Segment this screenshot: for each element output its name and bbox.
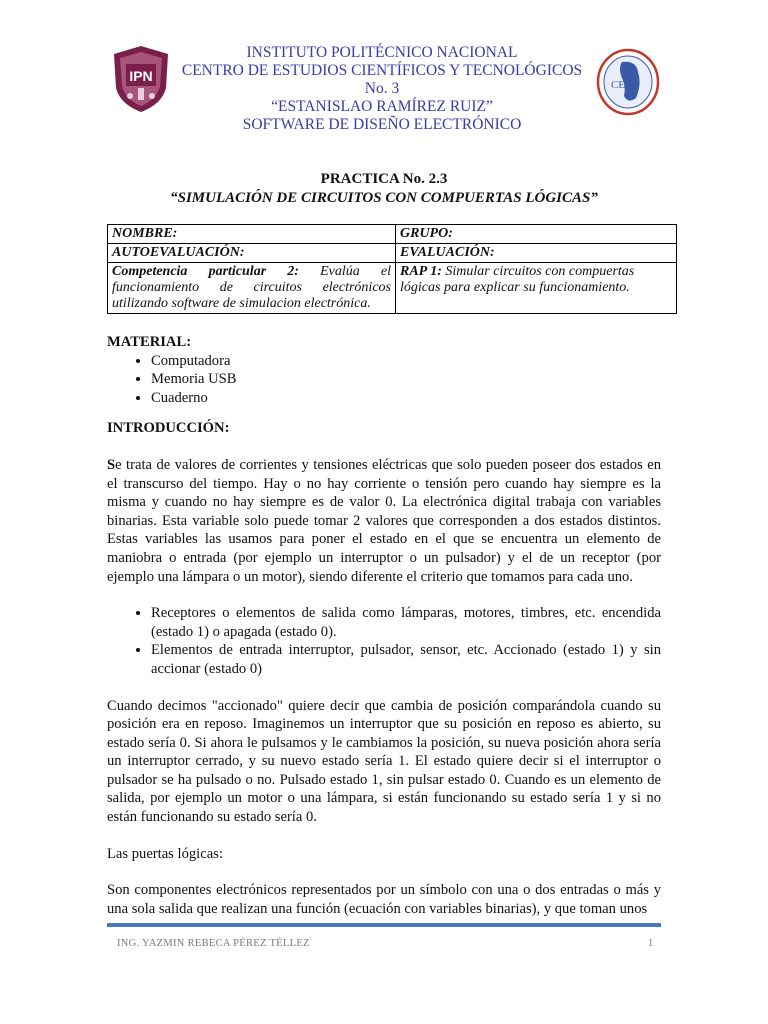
- autoevaluacion-label: AUTOEVALUACIÓN:: [112, 245, 245, 260]
- competencia-text: Evalúa el funcionamiento de circuitos electrónicos utilizando software de simulacion electrónica.: [112, 264, 391, 311]
- cecyt-logo: [596, 48, 660, 116]
- header-line-school-name: “ESTANISLAO RAMÍREZ RUIZ”: [271, 98, 493, 115]
- drop-letter: S: [107, 456, 116, 473]
- intro-paragraph-2: Cuando decimos "accionado" quiere decir que cambia de posición comparándola cuando su posición era en reposo. Imaginemos un interruptor que su posición en reposo es abierto, su estado sería 0. Si ahora le pulsamos y le cambiamos la posición, su nueva posición ahora sería un interruptor cerrado, y su nuevo estado sería 1. El estado quiere decir si el interruptor o pulsador se ha pulsado o no. Pulsado estado 1, sin pulsar estado 0. Cuando es un elemento de salida, por ejemplo un motor o una lámpara, si están funcionando su estado sería 1 y si no están funcionando su estado sería 0.: [107, 697, 661, 826]
- page-number: 1: [648, 938, 654, 949]
- table-row: [108, 263, 677, 314]
- header-line-center: CENTRO DE ESTUDIOS CIENTÍFICOS Y TECNOLÓGICOS: [181, 62, 583, 79]
- material-list: [107, 352, 661, 408]
- grupo-label: GRUPO:: [400, 226, 453, 241]
- header-line-course: SOFTWARE DE DISEÑO ELECTRÓNICO: [242, 116, 522, 133]
- ipn-logo-text: IPN: [129, 68, 153, 84]
- introduccion-heading: INTRODUCCIÓN:: [107, 420, 230, 437]
- document-body: [107, 333, 661, 918]
- list-item: • Receptores o elementos de salida como lámparas, motores, timbres, etc. encendida (estado 1) o apagada (estado 0).: [151, 604, 661, 641]
- nombre-cell[interactable]: [108, 225, 396, 244]
- rap-text: Simular circuitos con compuertas lógicas para explicar su funcionamiento.: [400, 264, 635, 295]
- footer-rule: [107, 923, 661, 927]
- rap-cell: [396, 263, 677, 314]
- practice-subtitle: “SIMULACIÓN DE CIRCUITOS CON COMPUERTAS LÓGICAS”: [170, 190, 598, 206]
- states-list: [107, 604, 661, 678]
- competencia-label: Competencia particular 2:: [112, 264, 299, 279]
- table-row: [108, 225, 677, 244]
- intro-paragraph-4: Son componentes electrónicos representados por un símbolo con una o dos entradas o más y una sola salida que realizan una función (ecuación con variables binarias), y que toman unos: [107, 882, 661, 917]
- footer-author: ING. YAZMIN REBECA PÉREZ TÉLLEZ: [117, 938, 310, 949]
- rap-label: RAP 1:: [400, 264, 442, 279]
- list-item: • Memoria USB: [151, 370, 661, 389]
- student-info-table: [107, 224, 677, 314]
- institution-header: [170, 44, 594, 134]
- cecyt-logo-text: CE: [610, 79, 626, 91]
- practice-title: [108, 170, 660, 208]
- competencia-cell: [108, 263, 396, 314]
- grupo-cell[interactable]: [396, 225, 677, 244]
- header-line-institute: INSTITUTO POLITÉCNICO NACIONAL: [246, 44, 518, 61]
- evaluacion-label: EVALUACIÓN:: [400, 245, 495, 260]
- autoevaluacion-cell[interactable]: [108, 244, 396, 263]
- list-item: • Cuaderno: [151, 389, 661, 408]
- list-item: • Computadora: [151, 352, 661, 371]
- material-heading: MATERIAL:: [107, 334, 192, 350]
- evaluacion-cell[interactable]: [396, 244, 677, 263]
- table-row: [108, 244, 677, 263]
- ipn-logo: [110, 44, 172, 114]
- practice-number: PRACTICA No. 2.3: [320, 171, 448, 187]
- intro-paragraph-1-text: e trata de valores de corrientes y tensiones eléctricas que solo pueden poseer dos estados en el transcurso del tiempo. Hay o no hay corriente o tensión pero cuando hay siempre es la misma y cuando no hay siempre es de valor 0. La electrónica digital trabaja con variables binarias. Esta variable solo puede tomar 2 valores que corresponden a dos estados distintos. Estas variables las usamos para poner el estado en el que se encuentra un elemento de maniobra o entrada (por ejemplo un interruptor o un pulsador) y el de un receptor (por ejemplo una lámpara o un motor), siendo diferente el criterio que tomamos para cada uno.: [107, 456, 661, 585]
- list-item: • Elementos de entrada interruptor, pulsador, sensor, etc. Accionado (estado 1) y sin accionar (estado 0): [151, 641, 661, 678]
- logic-gates-heading: Las puertas lógicas:: [107, 845, 223, 862]
- intro-paragraph-1: [107, 456, 661, 586]
- nombre-label: NOMBRE:: [112, 226, 178, 241]
- header-line-number: No. 3: [364, 80, 400, 97]
